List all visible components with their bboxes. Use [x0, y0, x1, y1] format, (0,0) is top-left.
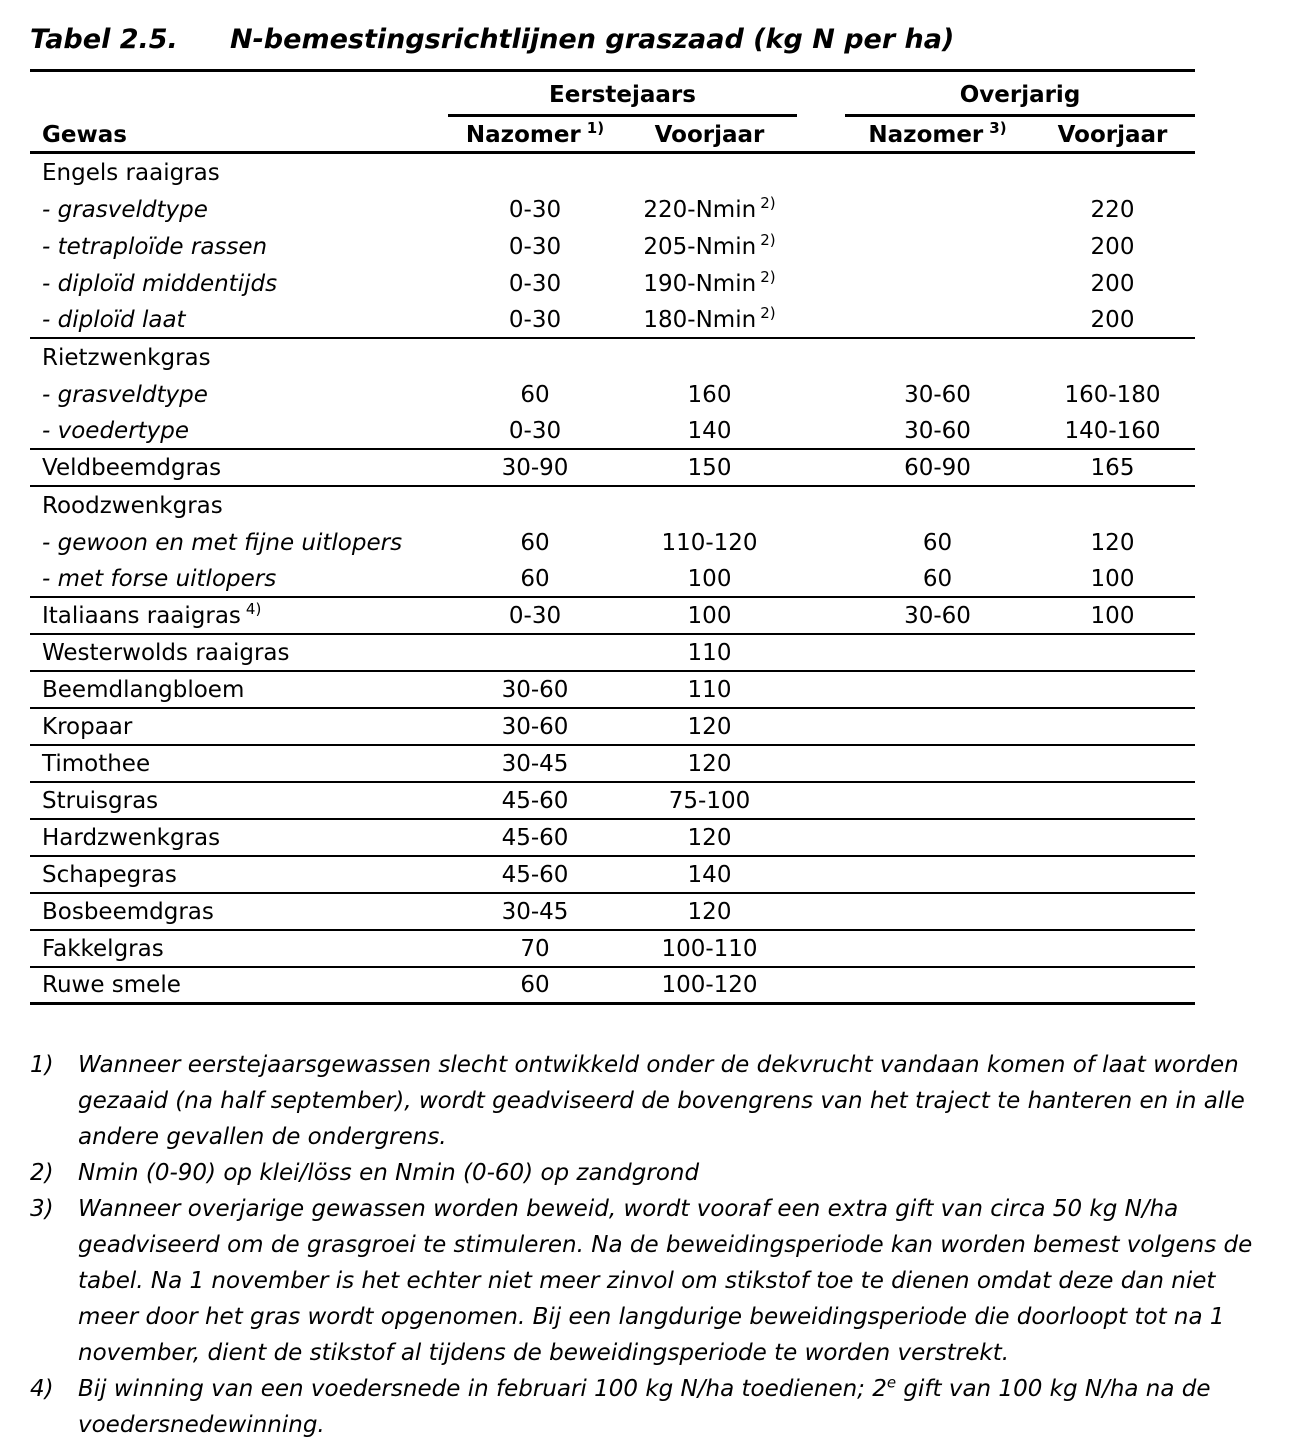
row-value: 60 [520, 381, 550, 408]
row-label: Fakkelgras [42, 935, 164, 962]
row-label: Italiaans raaigras $^{4)}$ [42, 599, 262, 629]
spacer [30, 114, 448, 117]
row-value: 30-60 [904, 417, 971, 444]
footnote-text: Wanneer eerstejaarsgewassen slecht ontwikkeld onder de dekvrucht vandaan komen of laat worden gezaaid (na half september), wordt geadviseerd de bovengrens van het traject te hanteren en in alle andere gevallen de ondergrens. [78, 1052, 1245, 1150]
footnote-marker-2: 2) [760, 193, 776, 212]
eerstejaars-rule [448, 114, 797, 117]
row-value: 30-45 [501, 898, 569, 925]
footnotes [30, 1047, 1275, 1443]
column-group-eerstejaars: Eerstejaars [549, 82, 696, 108]
row-label: Ruwe smele [42, 972, 181, 998]
row-label: - met forse uitlopers [42, 565, 277, 592]
row-value: 30-60 [904, 381, 971, 408]
row-value: 110 [687, 639, 732, 666]
row-value: 60 [922, 529, 953, 556]
table-row [30, 265, 1195, 302]
row-value: 100 [687, 602, 732, 629]
table-row [30, 524, 1195, 561]
row-label: Westerwolds raaigras [42, 639, 290, 666]
row-label: - diploïd laat [42, 306, 186, 333]
overjarig-rule [845, 114, 1195, 117]
footnote-number: 3) [30, 1196, 54, 1222]
table-number: Tabel 2.5. [30, 24, 178, 55]
row-value: 30-90 [501, 454, 569, 481]
row-value: 110 [687, 676, 732, 703]
column-header-voorjaar-1: Voorjaar [654, 122, 765, 148]
footnote-text: Wanneer overjarige gewassen worden beweid, wordt vooraf een extra gift van circa 50 kg N/ha geadviseerd om de grasgroei te stimuleren. Na de beweidingsperiode kan worden bemest volgens de tabel. Na 1 november is het echter niet meer zinvol om stikstof toe te dienen omdat deze dan niet meer door het gras wordt opgenomen. Bij een langdurige beweidingsperiode die doorloopt tot na 1 november, dient de stikstof al tijdens de beweidingsperiode te worden verstrekt. [78, 1196, 1253, 1366]
row-value: 120 [687, 824, 732, 851]
row-label: - tetraploïde rassen [42, 233, 268, 260]
table-row [30, 931, 1195, 968]
row-value: 180-Nmin $^{2)}$ [643, 303, 776, 333]
table-row [30, 598, 1195, 635]
spacer [797, 114, 845, 117]
footnote-number: 4) [30, 1376, 54, 1402]
row-value: 75-100 [668, 787, 751, 814]
table-row [30, 783, 1195, 820]
footnote-marker-1: 1) [586, 119, 605, 138]
footnote-marker-3: 3) [989, 119, 1007, 138]
row-label: Rietzwenkgras [42, 344, 211, 371]
row-label: - voedertype [42, 417, 190, 444]
row-value: 60 [520, 972, 550, 998]
row-value: 60 [520, 565, 550, 592]
column-header-gewas: Gewas [42, 122, 127, 148]
table-row [30, 191, 1195, 228]
row-value: 100 [687, 565, 732, 592]
row-label: Bosbeemdgras [42, 898, 214, 925]
row-value: 45-60 [501, 861, 569, 888]
row-value: 30-60 [501, 676, 569, 703]
table-row [30, 894, 1195, 931]
column-header-nazomer-1: Nazomer $^{1)}$ [465, 119, 605, 148]
row-value: 160-180 [1064, 381, 1161, 408]
column-group-header-row [30, 72, 1195, 114]
table-row [30, 302, 1195, 339]
table-row [30, 857, 1195, 894]
row-value: 120 [1090, 529, 1135, 556]
column-header-row [30, 117, 1195, 151]
row-value: 120 [687, 750, 732, 777]
row-value: 0-30 [508, 233, 562, 260]
row-value: 0-30 [508, 417, 562, 444]
row-value: 100 [1090, 602, 1135, 629]
table-row [30, 820, 1195, 857]
row-value: 0-30 [508, 196, 562, 223]
row-value: 120 [687, 898, 732, 925]
footnote-marker-4: 4) [245, 599, 262, 618]
row-label: Timothee [42, 750, 151, 777]
row-value: 190-Nmin $^{2)}$ [643, 267, 776, 297]
row-label: - grasveldtype [42, 381, 208, 408]
row-label: Veldbeemdgras [42, 454, 222, 481]
row-label: Struisgras [42, 787, 159, 814]
column-header-nazomer-2: Nazomer $^{3)}$ [868, 119, 1007, 148]
row-value: 140-160 [1064, 417, 1161, 444]
row-value: 140 [687, 417, 732, 444]
table-row [30, 635, 1195, 672]
row-value: 150 [687, 454, 732, 481]
table-row [30, 968, 1195, 1005]
table-row [30, 154, 1195, 191]
table-row [30, 228, 1195, 265]
row-value: 0-30 [508, 270, 562, 297]
table-row [30, 450, 1195, 487]
row-value: 100-120 [661, 972, 758, 998]
row-value: 100-110 [661, 935, 758, 962]
table-caption: N-bemestingsrichtlijnen graszaad (kg N per ha) [230, 24, 955, 55]
superscript: e [886, 1373, 897, 1392]
table-row [30, 413, 1195, 450]
row-value: 45-60 [501, 787, 569, 814]
row-value: 60 [520, 529, 550, 556]
row-value: 220-Nmin $^{2)}$ [643, 193, 776, 223]
column-group-rules [30, 114, 1195, 117]
row-value: 100 [1090, 565, 1135, 592]
table-title [30, 0, 1303, 55]
row-value: 70 [520, 935, 550, 962]
row-value: 45-60 [501, 824, 569, 851]
footnote [30, 1047, 1275, 1155]
row-label: Roodzwenkgras [42, 492, 223, 519]
table-body [30, 154, 1303, 1005]
footnote-text: Nmin (0-90) op klei/löss en Nmin (0-60) op zandgrond [78, 1160, 700, 1186]
row-value: 0-30 [508, 602, 562, 629]
footnote-marker-2: 2) [760, 230, 776, 249]
row-value: 200 [1090, 233, 1135, 260]
table-row [30, 339, 1195, 376]
footnote-number: 2) [30, 1160, 54, 1186]
row-value: 30-60 [501, 713, 569, 740]
row-label: Beemdlangbloem [42, 676, 245, 703]
row-value: 205-Nmin $^{2)}$ [643, 230, 776, 260]
footnote [30, 1191, 1275, 1371]
row-value: 30-60 [904, 602, 971, 629]
table-row [30, 672, 1195, 709]
row-value: 165 [1090, 454, 1135, 481]
row-value: 110-120 [661, 529, 758, 556]
row-value: 30-45 [501, 750, 569, 777]
row-value: 140 [687, 861, 732, 888]
footnote-number: 1) [30, 1052, 54, 1078]
row-value: 120 [687, 713, 732, 740]
table-row [30, 487, 1195, 524]
footnote [30, 1155, 1275, 1191]
footnote-marker-2: 2) [760, 303, 776, 322]
row-label: - diploïd middentijds [42, 270, 278, 297]
row-value: 220 [1090, 196, 1135, 223]
table-row [30, 709, 1195, 746]
table-row [30, 376, 1195, 413]
row-label: Hardzwenkgras [42, 824, 221, 851]
column-group-overjarig: Overjarig [959, 82, 1081, 108]
row-value: 60 [922, 565, 953, 592]
footnote-marker-2: 2) [760, 267, 776, 286]
footnote-text: Bij winning van een voedersnede in februari 100 kg N/ha toedienen; 2e gift van 100 kg N/ha na de voedersnedewinning. [78, 1373, 1211, 1438]
row-value: 200 [1090, 306, 1135, 333]
row-label: Schapegras [42, 861, 177, 888]
table-row [30, 561, 1195, 598]
row-value: 160 [687, 381, 732, 408]
footnote [30, 1371, 1275, 1443]
row-value: 60-90 [904, 454, 971, 481]
column-header-voorjaar-2: Voorjaar [1057, 122, 1168, 148]
row-label: Engels raaigras [42, 159, 220, 186]
table-row [30, 746, 1195, 783]
row-label: - gewoon en met fijne uitlopers [42, 529, 403, 556]
row-label: - grasveldtype [42, 196, 208, 223]
row-label: Kropaar [42, 713, 133, 740]
row-value: 200 [1090, 270, 1135, 297]
row-value: 0-30 [508, 306, 562, 333]
